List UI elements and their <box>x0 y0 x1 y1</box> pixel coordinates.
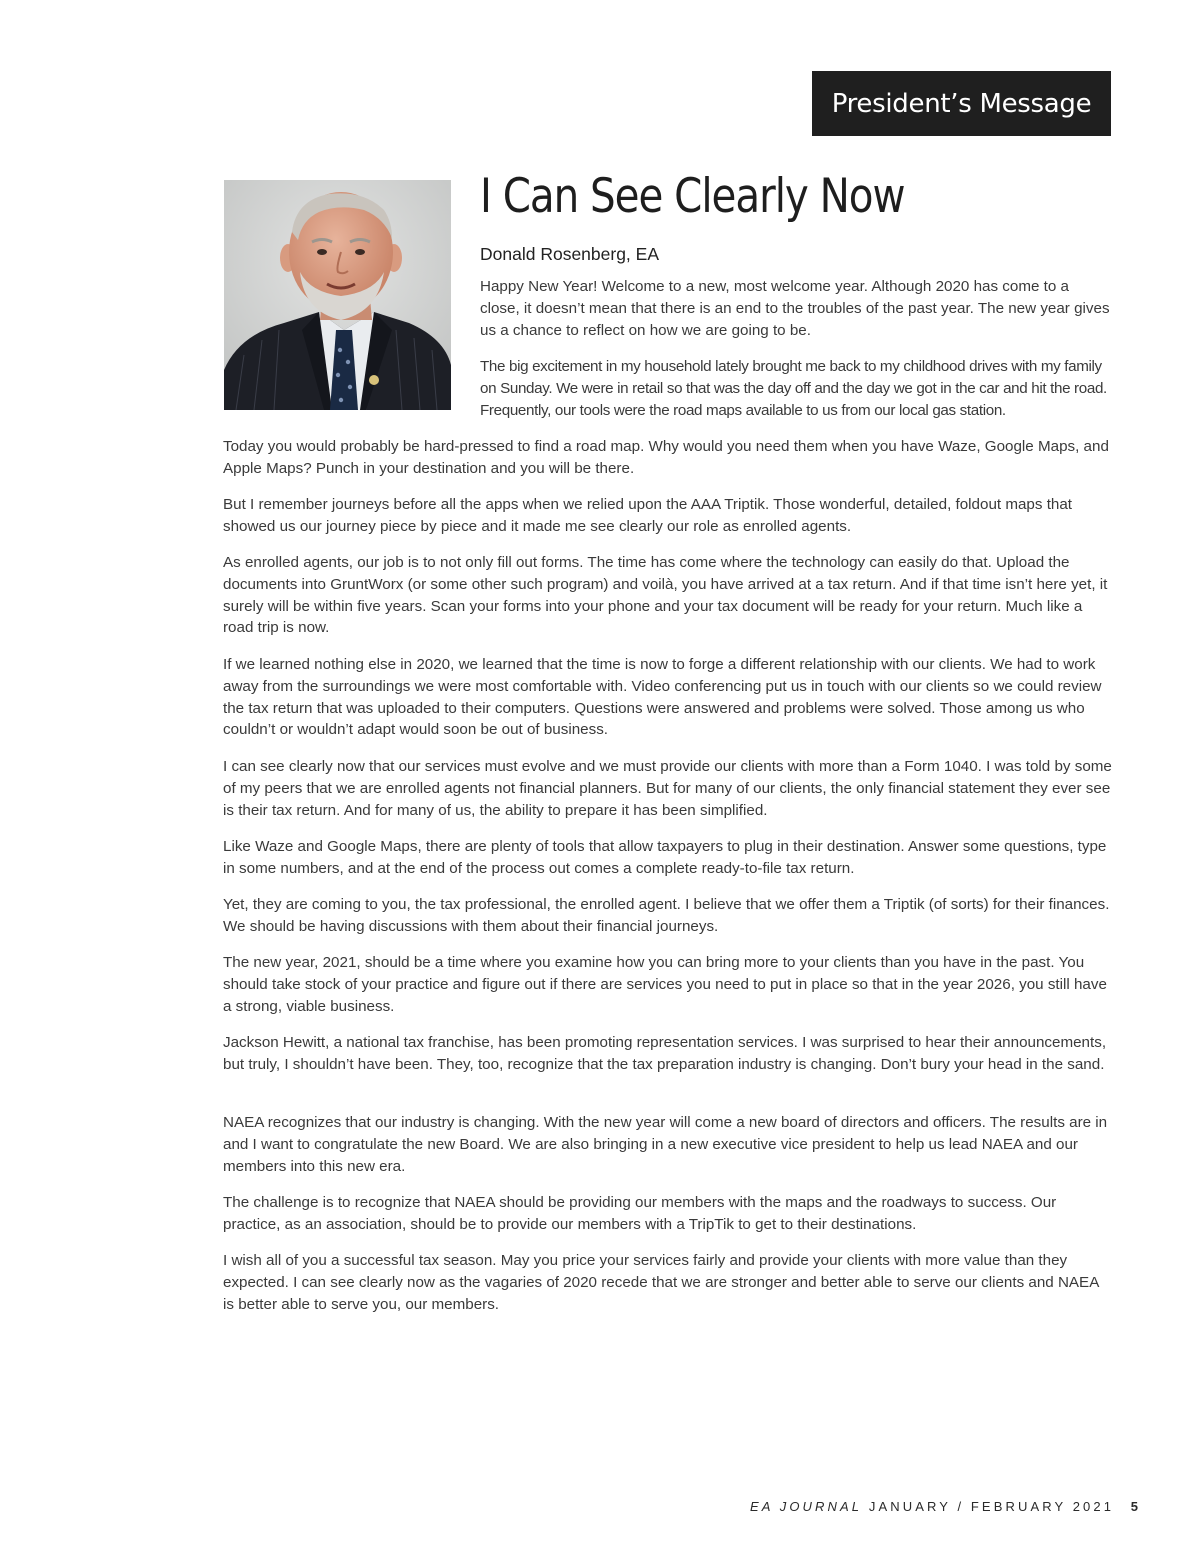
article-paragraph-9: Yet, they are coming to you, the tax professional, the enrolled agent. I believe that we offer them a Triptik (of sorts) for their finances. We should be having discussions with them about their financial journeys. <box>223 896 1110 935</box>
article-paragraph-12: NAEA recognizes that our industry is changing. With the new year will come a new board of directors and officers. The results are in and I want to congratulate the new Board. We are also bringing in a new executive vice president to help us lead NAEA and our members into this new era. <box>223 1114 1108 1175</box>
article-paragraph-2: The big excitement in my household lately brought me back to my childhood drives with my family on Sunday. We were in retail so that was the day off and the day we got in the car and hit the road. Frequently, our tools were the road maps available to us from our local gas station. <box>480 358 1107 419</box>
article-paragraph-1: Happy New Year! Welcome to a new, most welcome year. Although 2020 has come to a close, it doesn’t mean that there is an end to the troubles of the past year. The new year gives us a chance to reflect on how we are going to be. <box>480 278 1110 339</box>
article-paragraph-6: If we learned nothing else in 2020, we learned that the time is now to forge a different relationship with our clients. We had to work away from the surroundings we were most comfortable with. Video conferencing put us in touch with our clients so we could review the tax return that was uploaded to their computers. Questions were answered and problems were solved. Those among us who couldn’t or wouldn’t adapt would soon be out of business. <box>223 656 1102 739</box>
section-label: President’s Message <box>812 71 1111 136</box>
footer-page-number: 5 <box>1130 1499 1138 1514</box>
author-photo <box>224 180 451 410</box>
article-paragraph-13: The challenge is to recognize that NAEA should be providing our members with the maps and the roadways to success. Our practice, as an association, should be to provide our members with a TripTik to get to their destinations. <box>223 1194 1057 1233</box>
article-paragraph-14: I wish all of you a successful tax season. May you price your services fairly and provide your clients with more value than they expected. I can see clearly now as the vagaries of 2020 recede that we are stronger and better able to serve our clients and NAEA is better able to serve you, our members. <box>223 1252 1099 1313</box>
article-paragraph-3: Today you would probably be hard-pressed to find a road map. Why would you need them when you have Waze, Google Maps, and Apple Maps? Punch in your destination and you will be there. <box>223 438 1109 477</box>
article-paragraph-10: The new year, 2021, should be a time where you examine how you can bring more to your clients than you have in the past. You should take stock of your practice and figure out if there are services you need to put in place so that in the year 2026, you still have a strong, viable business. <box>223 954 1107 1015</box>
footer-issue-date: JANUARY / FEBRUARY 2021 <box>868 1499 1115 1514</box>
page-footer <box>750 1499 1138 1514</box>
article-title: I Can See Clearly Now <box>480 169 905 224</box>
article-paragraph-4: But I remember journeys before all the apps when we relied upon the AAA Triptik. Those wonderful, detailed, foldout maps that showed us our journey piece by piece and it made me see clearly our role as enrolled agents. <box>223 496 1073 535</box>
article-paragraph-5: As enrolled agents, our job is to not only fill out forms. The time has come where the technology can easily do that. Upload the documents into GruntWorx (or some other such program) and voilà, you have arrived at a tax return. And if that time isn’t here yet, it surely will be within five years. Scan your forms into your phone and your tax document will be ready for your return. Much like a road trip is now. <box>223 554 1108 637</box>
article-paragraph-7: I can see clearly now that our services must evolve and we must provide our clients with more than a Form 1040. I was told by some of my peers that we are enrolled agents not financial planners. But for many of our clients, the only financial statement they ever see is their tax return. And for many of us, the ability to prepare it has been simplified. <box>223 758 1112 819</box>
author-portrait-image <box>224 180 451 410</box>
footer-journal-name: EA JOURNAL <box>749 1499 863 1514</box>
article-paragraph-11: Jackson Hewitt, a national tax franchise, has been promoting representation services. I was surprised to hear their announcements, but truly, I shouldn’t have been. They, too, recognize that the tax preparation industry is changing. Don’t bury your head in the sand. <box>223 1034 1107 1073</box>
article-paragraph-8: Like Waze and Google Maps, there are plenty of tools that allow taxpayers to plug in their destination. Answer some questions, type in some numbers, and at the end of the process out comes a complete ready-to-file tax return. <box>223 838 1107 877</box>
author-byline: Donald Rosenberg, EA <box>480 244 659 264</box>
